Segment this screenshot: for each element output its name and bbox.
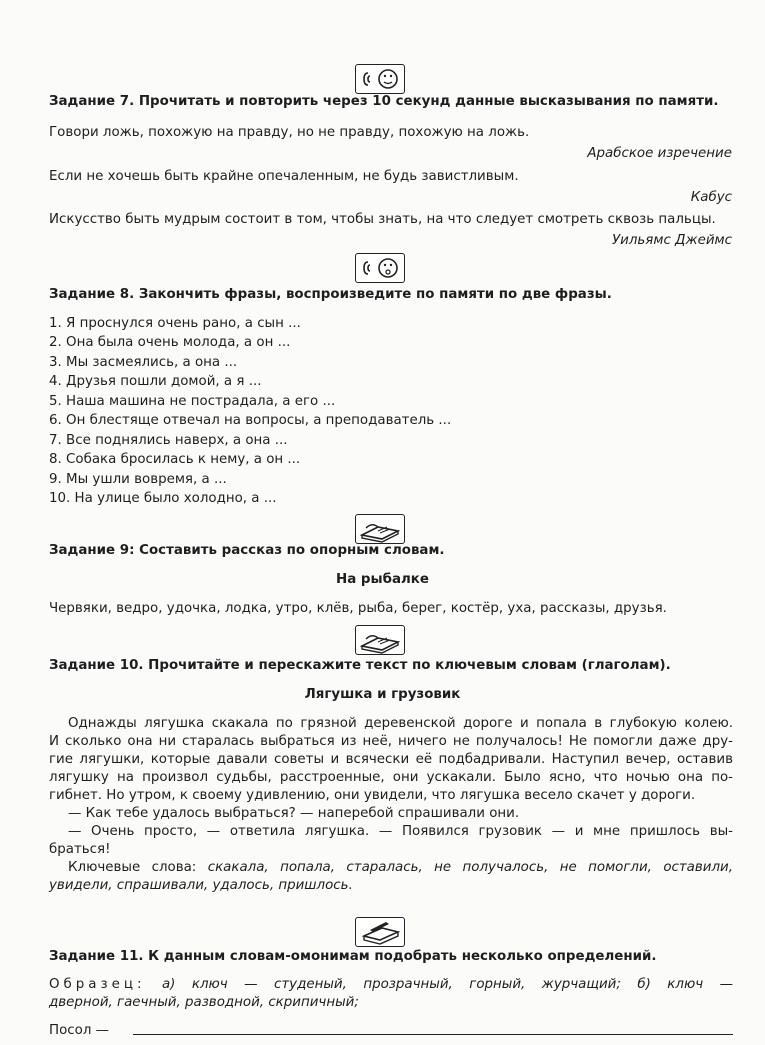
quote-2: Если не хочешь быть крайне опечаленным, не будь завистливым. [49,169,519,184]
listen-speak-icon [355,253,405,283]
list-item: 9. Мы ушли вовремя, а ... [49,472,227,487]
quote-1: Говори ложь, похожую на правду, но не правду, похожую на ложь. [49,125,530,140]
story-line: И сколько она ни старалась выбраться из неё, ничего не получалось! Не помогли даже дру- [49,734,733,749]
task-11-title: Задание 11. К данным словам-омонимам подобрать несколько определений. [49,949,657,964]
answer-line[interactable] [133,1034,733,1035]
quote-3: Искусство быть мудрым состоит в том, чтобы знать, на что следует смотреть сквозь пальцы. [49,212,716,227]
quote-1-author: Арабское изречение [587,146,732,161]
open-book-icon [355,514,405,544]
sample-text [49,976,733,1012]
story-line: — Очень просто, — ответила лягушка. — Появился грузовик — и мне пришлось вы- [68,824,733,839]
story-line: гибнет. Но утром, к своему удивлению, они увидели, что лягушка весело скачет у дороги. [49,788,696,803]
story-heading-fishing: На рыбалке [336,572,429,587]
list-item: 2. Она была очень молода, а он ... [49,335,291,350]
quote-3-author: Уильямс Джеймс [611,233,732,248]
list-item: 3. Мы засмеялись, а она ... [49,355,238,370]
list-item: 6. Он блестяще отвечал на вопросы, а преподаватель ... [49,413,452,428]
list-item: 1. Я проснулся очень рано, а сын ... [49,316,301,331]
keywords-line [49,877,733,895]
story-line: браться! [49,842,111,857]
task-10-title: Задание 10. Прочитайте и перескажите текст по ключевым словам (глаголам). [49,658,671,673]
open-book-icon [355,625,405,655]
notebook-pencil-icon [355,917,405,947]
quote-2-author: Кабус [690,190,732,205]
posol-label: Посол — [49,1023,110,1038]
story-text [49,715,733,895]
sample-text-line: а) ключ — студеный, прозрачный, горный, журчащий; б) ключ — [161,977,733,992]
keywords: увидели, спрашивали, удалось, пришлось. [49,878,353,893]
story-line: лягушку на произвол судьбы, расстроенные, они ускакали. Было ясно, что ночью она по- [49,770,733,785]
keywords-line [49,859,733,877]
story-line: Однажды лягушка скакала по грязной деревенской дороге и попала в глубокую колею. [68,716,733,731]
task-7-title: Задание 7. Прочитать и повторить через 10 секунд данные высказывания по памяти. [49,94,719,109]
list-item: 8. Собака бросилась к нему, а он ... [49,452,301,467]
story-line: гие лягушки, которые давали советы и всячески её подбадривали. Наступил вечер, оставив [49,752,733,767]
list-item: 5. Наша машина не пострадала, а его ... [49,394,336,409]
story-line: — Как тебе удалось выбраться? — наперебой спрашивали они. [68,806,520,821]
list-item: 7. Все поднялись наверх, а она ... [49,433,288,448]
list-item: 10. На улице было холодно, а ... [49,491,277,506]
task-8-title: Задание 8. Закончить фразы, воспроизведите по памяти по две фразы. [49,287,612,302]
support-words: Червяки, ведро, удочка, лодка, утро, клёв, рыба, берег, костёр, уха, рассказы, друзья. [49,601,667,616]
listen-speak-icon [355,64,405,94]
list-item: 4. Друзья пошли домой, а я ... [49,374,262,389]
sample-text-line: дверной, гаечный, разводной, скрипичный; [49,995,359,1010]
sample-label: Образец: [49,977,146,992]
keywords: скакала, попала, старалась, не получалось, не помогли, оставили, [207,860,733,875]
task-9-title: Задание 9: Составить рассказ по опорным словам. [49,543,445,558]
keywords-label: Ключевые слова: [68,860,197,875]
story-heading-frog: Лягушка и грузовик [304,687,461,702]
